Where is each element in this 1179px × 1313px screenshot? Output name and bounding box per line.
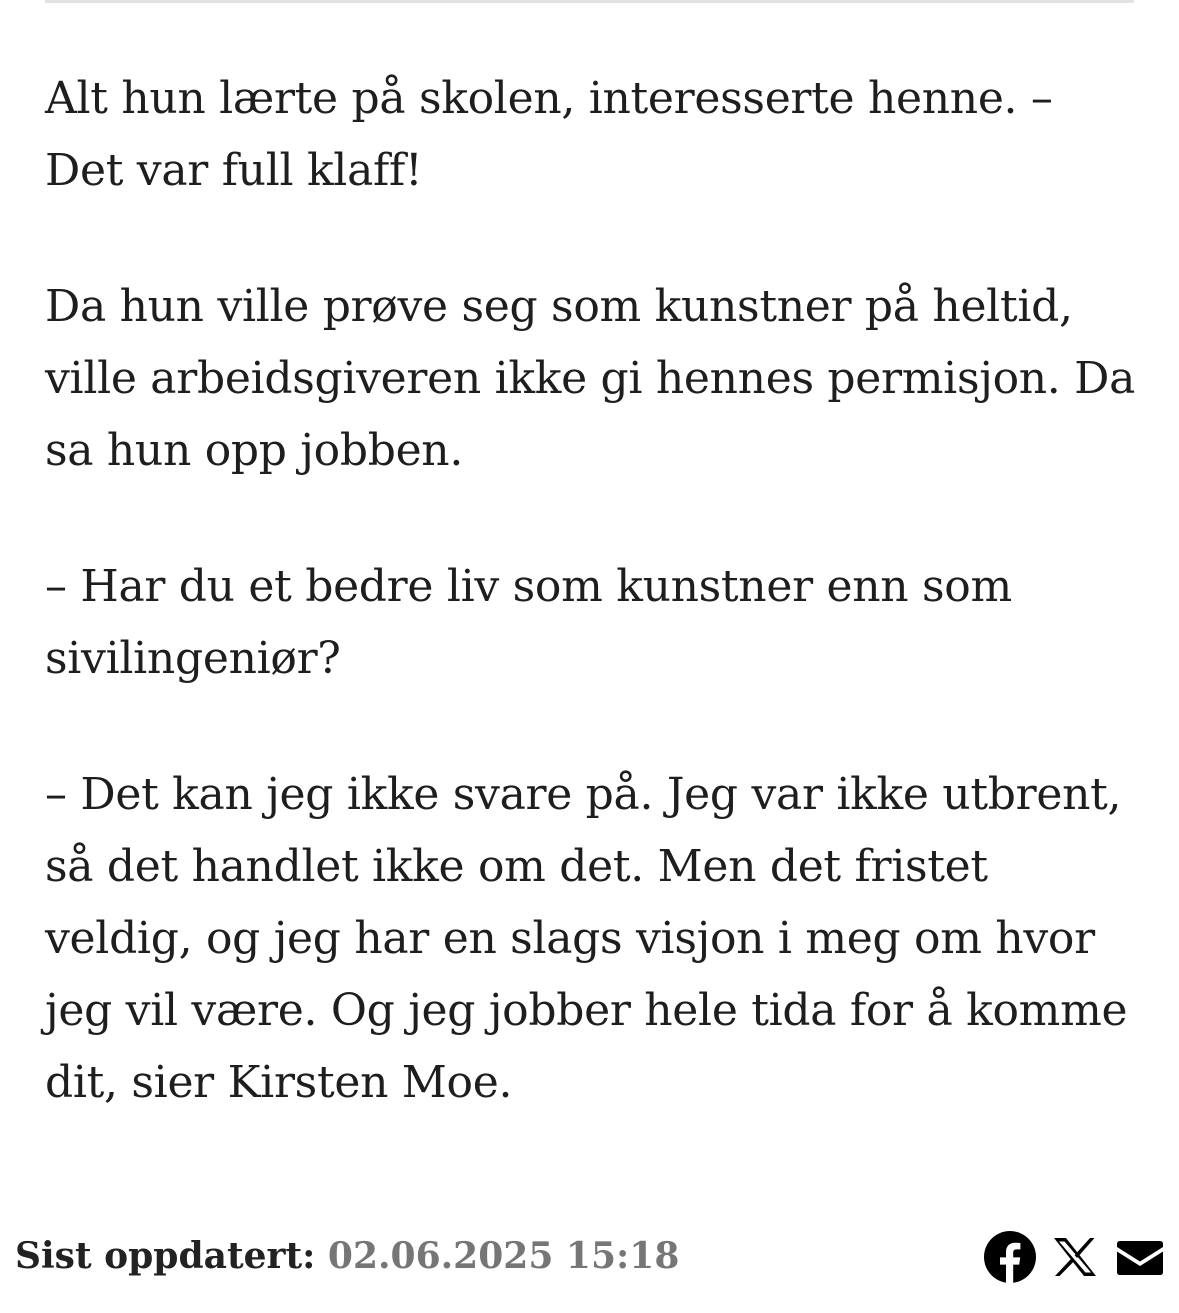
last-updated: [15, 1232, 679, 1280]
share-email-button[interactable]: [1115, 1232, 1165, 1282]
email-icon: [1115, 1232, 1165, 1282]
article-body: [45, 63, 1140, 1183]
article-paragraph: Alt hun lærte på skolen, interesserte henne. – Det var full klaff!: [45, 73, 1053, 196]
top-divider: [45, 0, 1134, 3]
share-x-button[interactable]: [1050, 1232, 1100, 1282]
article-paragraph: – Har du et bedre liv som kunstner enn som sivilingeniør?: [45, 561, 1012, 684]
x-icon: [1050, 1232, 1100, 1282]
article-paragraph: Da hun ville prøve seg som kunstner på heltid, ville arbeidsgiveren ikke gi hennes permisjon. Da sa hun opp jobben.: [45, 281, 1136, 476]
facebook-icon: [984, 1231, 1036, 1283]
article-meta-bar: [15, 1226, 1165, 1286]
share-facebook-button[interactable]: [984, 1231, 1036, 1283]
last-updated-timestamp: 02.06.2025 15:18: [327, 1235, 680, 1277]
share-buttons: [984, 1232, 1165, 1282]
article-paragraph: – Det kan jeg ikke svare på. Jeg var ikke utbrent, så det handlet ikke om det. Men det fristet veldig, og jeg har en slags visjon i meg om hvor jeg vil være. Og jeg jobber hele tida for å komme dit, sier Kirsten Moe.: [45, 769, 1128, 1108]
last-updated-label: Sist oppdatert:: [15, 1235, 316, 1277]
